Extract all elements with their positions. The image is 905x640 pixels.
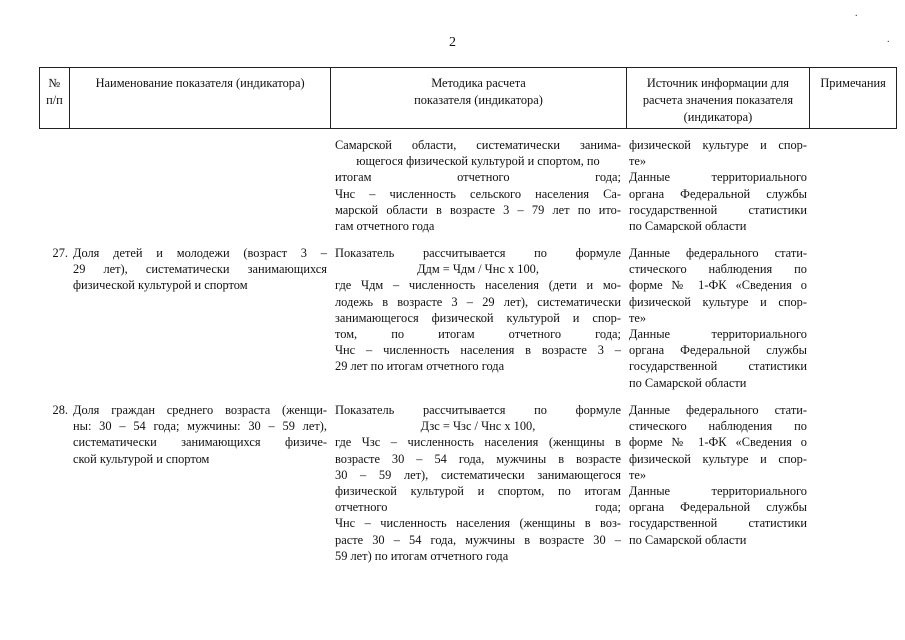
source-line: форме № 1-ФК «Сведения о [629, 278, 807, 293]
method-line: физической культурой и спортом, по итогам [335, 483, 621, 498]
header-name: Наименование показателя (индикатора) [70, 68, 331, 128]
name-line: Доля детей и молодежи (возраст 3 – [73, 246, 327, 260]
name-line: физической культурой и спортом [73, 278, 248, 293]
source-line: те» [629, 467, 647, 482]
source-line: стического наблюдения по [629, 262, 807, 277]
indicator-name [73, 402, 327, 467]
source-line: по Самарской области [629, 532, 747, 547]
method-line: Чнс – численность сельского населения Са- [335, 186, 621, 201]
page-number: 2 [449, 35, 456, 50]
method-line: где Чдм – численность населения (дети и мо- [335, 278, 621, 293]
source-line: те» [629, 154, 647, 169]
method-line: 29 лет по итогам отчетного года [335, 359, 505, 374]
source-text [629, 245, 807, 391]
indicator-table [39, 67, 897, 563]
method-line: том, по итогам отчетного года; [335, 326, 621, 341]
table-header [39, 67, 897, 129]
source-line: Данные территориального [629, 170, 807, 185]
method-line: 59 лет) по итогам отчетного года [335, 548, 509, 563]
method-line: Дзс = Чзс / Чнс х 100, [420, 419, 536, 434]
name-line: 29 лет), систематически занимающихся [73, 262, 327, 277]
source-line: по Самарской области [629, 218, 747, 233]
indicator-name [73, 245, 327, 294]
source-text [629, 137, 807, 234]
source-line: стического наблюдения по [629, 419, 807, 434]
method-line: где Чзс – численность населения (женщины в [335, 435, 621, 450]
method-line: 30 – 59 лет), систематически занимающегося [335, 467, 621, 482]
method-line: Чнс – численность населения (женщины в воз- [335, 516, 621, 531]
source-line: физической культуре и спор- [629, 294, 807, 309]
method-line: лодежь в возрасте 3 – 29 лет), систематически [335, 294, 621, 309]
method-line: ющегося физической культурой и спортом, по [356, 154, 600, 169]
scan-speck: . [855, 8, 858, 19]
method-text [335, 245, 621, 375]
method-line: Показатель рассчитывается по формуле [335, 403, 621, 417]
source-line: государственной статистики [629, 202, 807, 217]
name-line: Доля граждан среднего возраста (женщи- [73, 403, 327, 417]
method-line: Ддм = Чдм / Чнс х 100, [417, 262, 539, 277]
header-note: Примечания [820, 76, 886, 90]
method-line: расте 30 – 54 года, мужчины в возрасте 30 – [335, 532, 621, 547]
source-line: физической культуре и спор- [629, 451, 807, 466]
name-line: ской культурой и спортом [73, 451, 210, 466]
method-line: гам отчетного года [335, 218, 435, 233]
source-line: органа Федеральной службы [629, 500, 807, 515]
method-line: Чнс – численность населения в возрасте 3 – [335, 343, 621, 358]
method-text [335, 137, 621, 234]
name-line: систематически занимающихся физиче- [73, 435, 327, 450]
source-line: Данные федерального стати- [629, 403, 807, 417]
source-line: органа Федеральной службы [629, 343, 807, 358]
method-line: возрасте 30 – 54 года, мужчины в возрасте [335, 451, 621, 466]
row-number: 28. [52, 403, 68, 417]
source-line: Данные федерального стати- [629, 246, 807, 260]
source-line: те» [629, 310, 647, 325]
source-line: государственной статистики [629, 516, 807, 531]
header-source: Источник информации для расчета значения показателя (индикатора) [627, 68, 811, 128]
source-line: Данные территориального [629, 483, 807, 498]
method-line: марской области в возрасте 3 – 79 лет по ито- [335, 202, 621, 217]
source-line: по Самарской области [629, 375, 747, 390]
scan-speck: . [887, 34, 890, 45]
source-line: Данные территориального [629, 326, 807, 341]
method-line: итогам отчетного года; [335, 170, 621, 185]
header-method: Методика расчета показателя (индикатора) [331, 68, 626, 128]
source-line: физической культуре и спор- [629, 138, 807, 152]
source-line: органа Федеральной службы [629, 186, 807, 201]
method-line: занимающегося физической культурой и спор- [335, 310, 621, 325]
source-line: форме № 1-ФК «Сведения о [629, 435, 807, 450]
name-line: ны: 30 – 54 года; мужчины: 30 – 59 лет), [73, 419, 327, 434]
method-text [335, 402, 621, 564]
method-line: Показатель рассчитывается по формуле [335, 246, 621, 260]
header-number: № п/п [40, 68, 70, 128]
row-number: 27. [52, 246, 68, 260]
method-line: Самарской области, систематически занима- [335, 138, 621, 152]
source-line: государственной статистики [629, 359, 807, 374]
method-line: отчетного года; [335, 500, 621, 515]
source-text [629, 402, 807, 548]
